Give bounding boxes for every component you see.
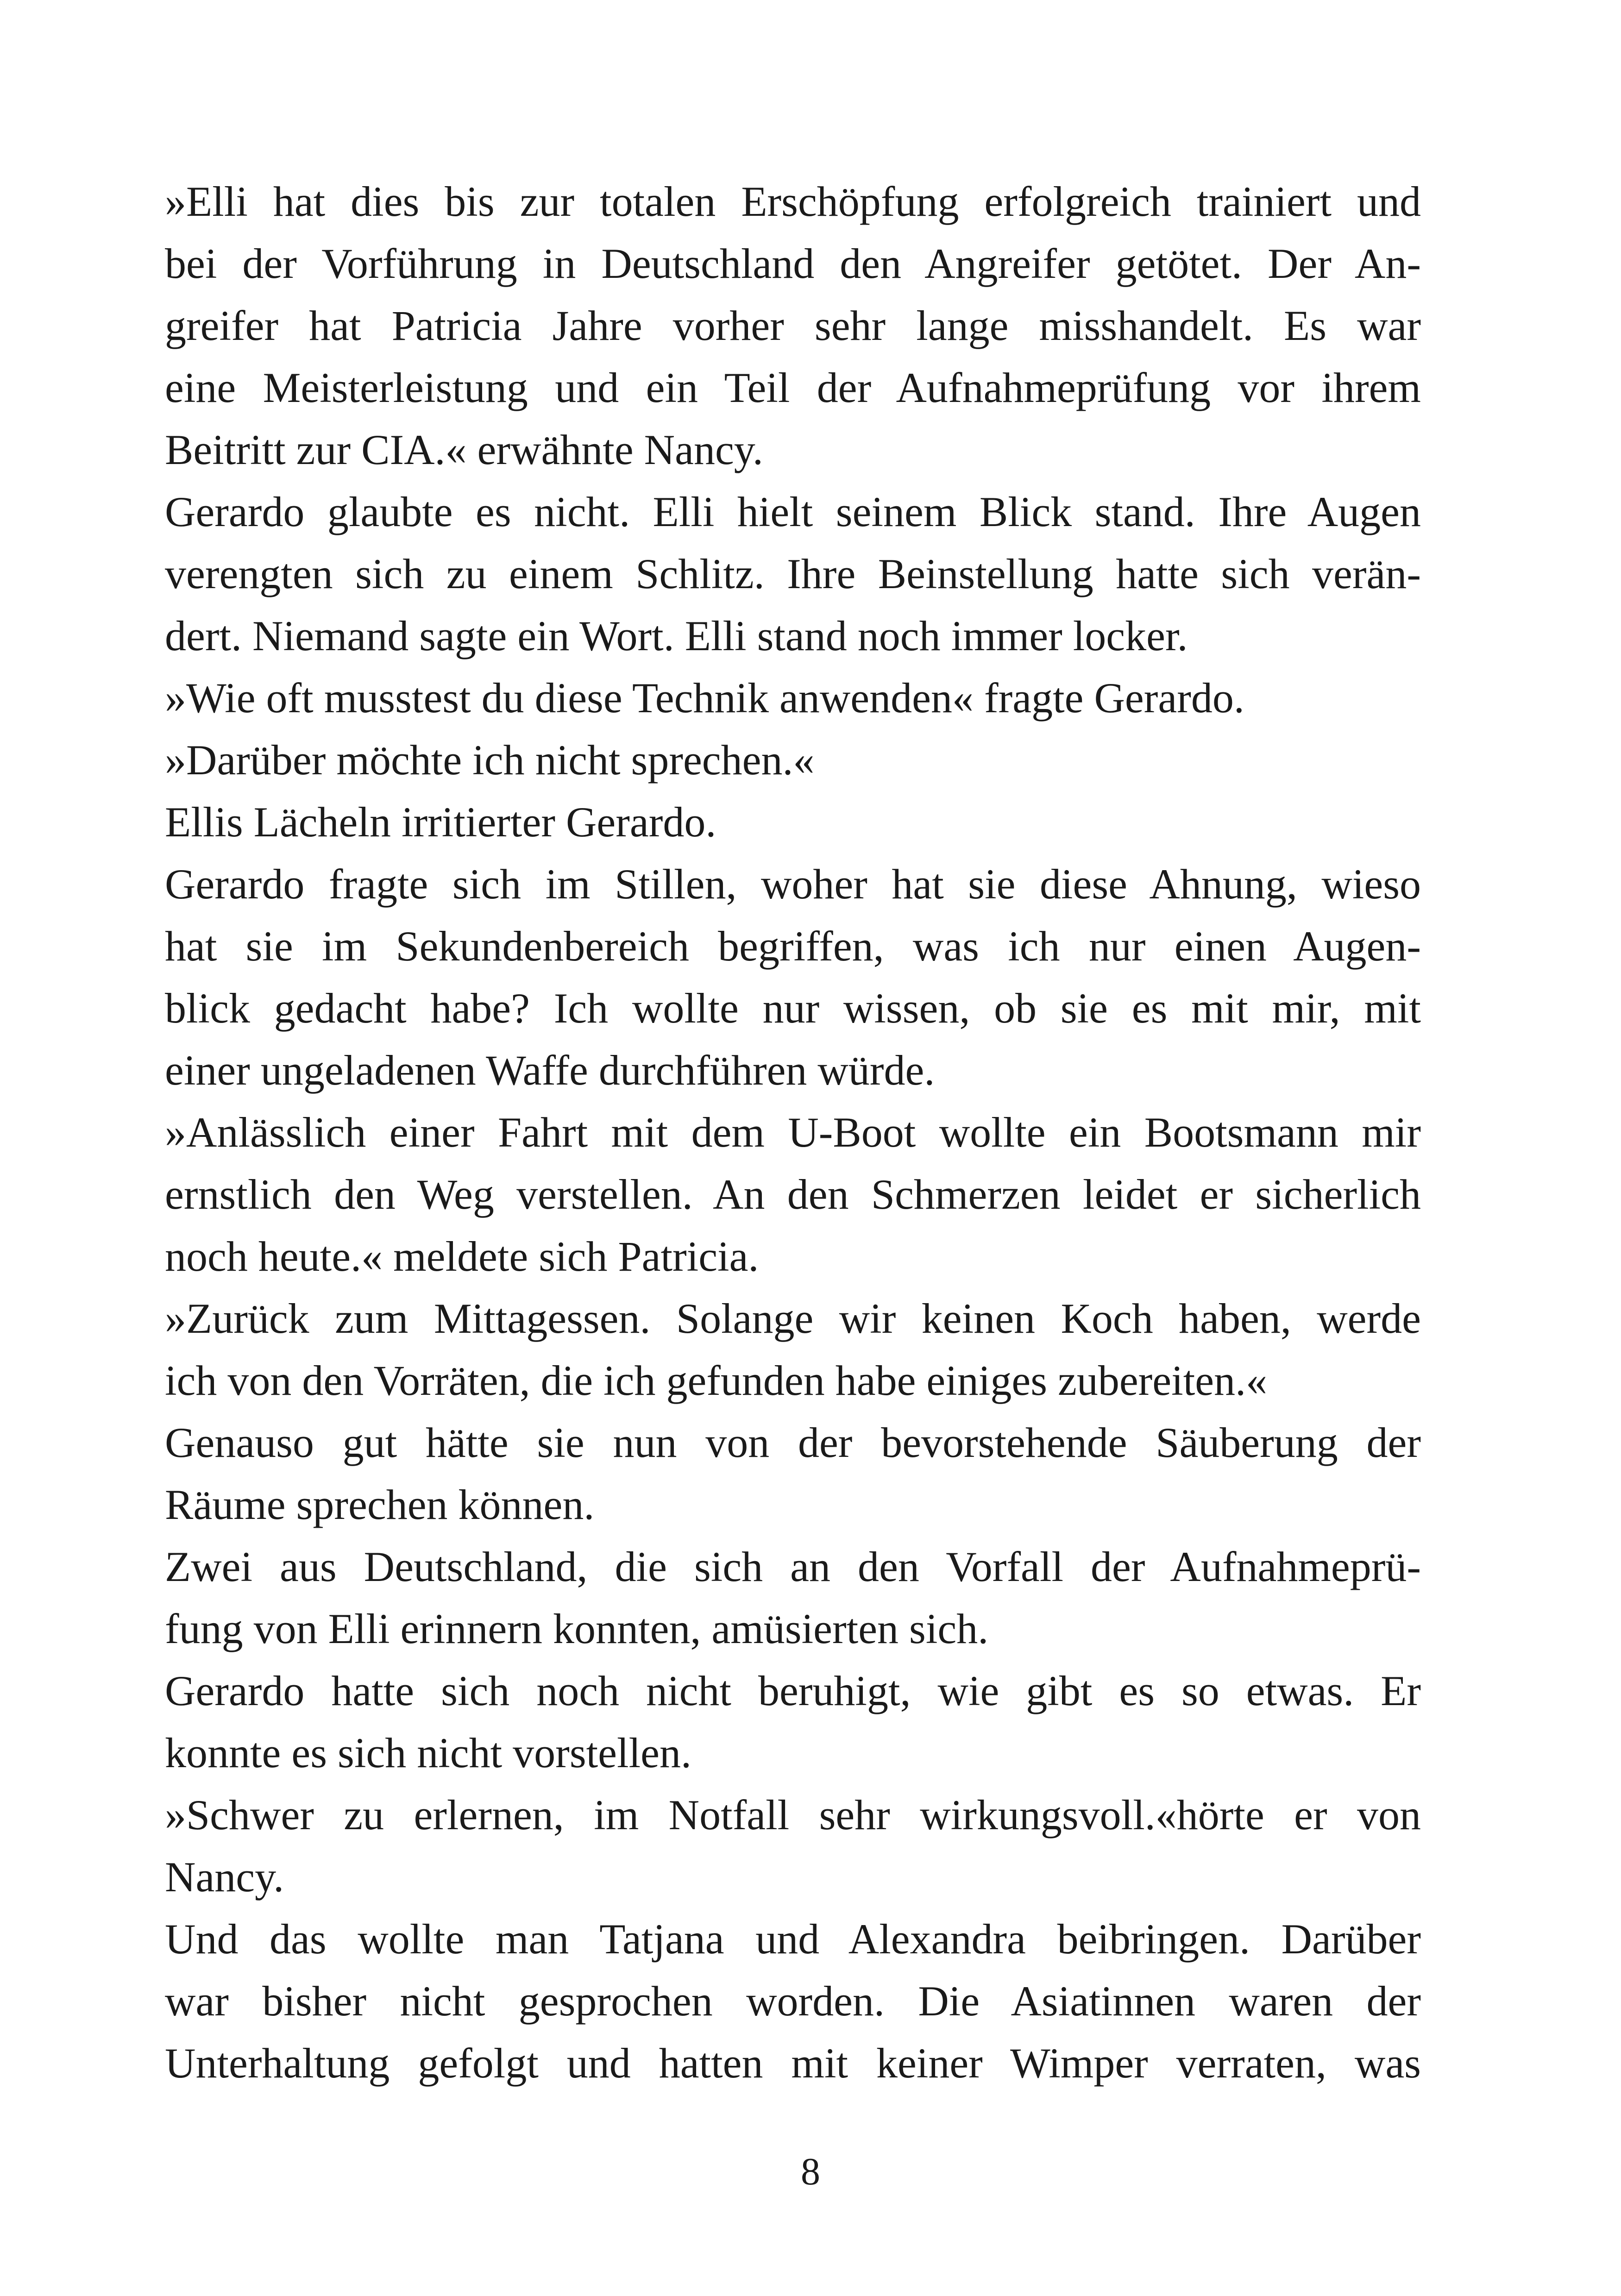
text-line: Gerardo fragte sich im Stillen, woher hat sie diese Ahnung, wieso bbox=[165, 860, 1421, 908]
text-line: noch heute.« meldete sich Patricia. bbox=[165, 1233, 759, 1280]
text-line: hat sie im Sekundenbereich begriffen, was ich nur einen Augen- bbox=[165, 922, 1421, 970]
text-line: Gerardo glaubte es nicht. Elli hielt seinem Blick stand. Ihre Augen bbox=[165, 488, 1421, 535]
page-number: 8 bbox=[801, 2150, 820, 2193]
text-line: konnte es sich nicht vorstellen. bbox=[165, 1729, 691, 1776]
text-line: Und das wollte man Tatjana und Alexandra beibringen. Darüber bbox=[165, 1915, 1421, 1963]
text-line: »Elli hat dies bis zur totalen Erschöpfung erfolgreich trainiert und bbox=[165, 178, 1421, 225]
text-line: blick gedacht habe? Ich wollte nur wissen, ob sie es mit mir, mit bbox=[165, 985, 1421, 1032]
text-line: Ellis Lächeln irritierter Gerardo. bbox=[165, 798, 716, 846]
text-line: »Zurück zum Mittagessen. Solange wir keinen Koch haben, werde bbox=[165, 1295, 1421, 1342]
text-line: Nancy. bbox=[165, 1853, 284, 1901]
text-line: dert. Niemand sagte ein Wort. Elli stand noch immer locker. bbox=[165, 612, 1188, 659]
text-line: »Schwer zu erlernen, im Notfall sehr wirkungsvoll.«hörte er von bbox=[165, 1791, 1421, 1838]
text-line: Genauso gut hätte sie nun von der bevorstehende Säuberung der bbox=[165, 1419, 1421, 1466]
text-line: Gerardo hatte sich noch nicht beruhigt, wie gibt es so etwas. Er bbox=[165, 1667, 1421, 1714]
text-line: ich von den Vorräten, die ich gefunden habe einiges zubereiten.« bbox=[165, 1357, 1268, 1404]
text-line: Beitritt zur CIA.« erwähnte Nancy. bbox=[165, 426, 763, 473]
text-line: Unterhaltung gefolgt und hatten mit keiner Wimper verraten, was bbox=[165, 2039, 1421, 2087]
text-line: fung von Elli erinnern konnten, amüsierten sich. bbox=[165, 1605, 989, 1652]
text-line: greifer hat Patricia Jahre vorher sehr lange misshandelt. Es war bbox=[165, 302, 1421, 349]
text-line: einer ungeladenen Waffe durchführen würde. bbox=[165, 1047, 935, 1094]
text-line: »Darüber möchte ich nicht sprechen.« bbox=[165, 736, 815, 784]
text-line: ernstlich den Weg verstellen. An den Schmerzen leidet er sicherlich bbox=[165, 1171, 1421, 1218]
text-line: bei der Vorführung in Deutschland den Angreifer getötet. Der An- bbox=[165, 240, 1421, 287]
text-line: Zwei aus Deutschland, die sich an den Vorfall der Aufnahmeprü- bbox=[165, 1543, 1421, 1590]
text-line: war bisher nicht gesprochen worden. Die Asiatinnen waren der bbox=[165, 1977, 1421, 2025]
text-line: eine Meisterleistung und ein Teil der Aufnahmeprüfung vor ihrem bbox=[165, 364, 1421, 411]
text-line: »Anlässlich einer Fahrt mit dem U-Boot wollte ein Bootsmann mir bbox=[165, 1109, 1421, 1156]
text-line: »Wie oft musstest du diese Technik anwenden« fragte Gerardo. bbox=[165, 674, 1244, 721]
text-line: verengten sich zu einem Schlitz. Ihre Beinstellung hatte sich verän- bbox=[165, 550, 1421, 597]
text-line: Räume sprechen können. bbox=[165, 1481, 595, 1528]
